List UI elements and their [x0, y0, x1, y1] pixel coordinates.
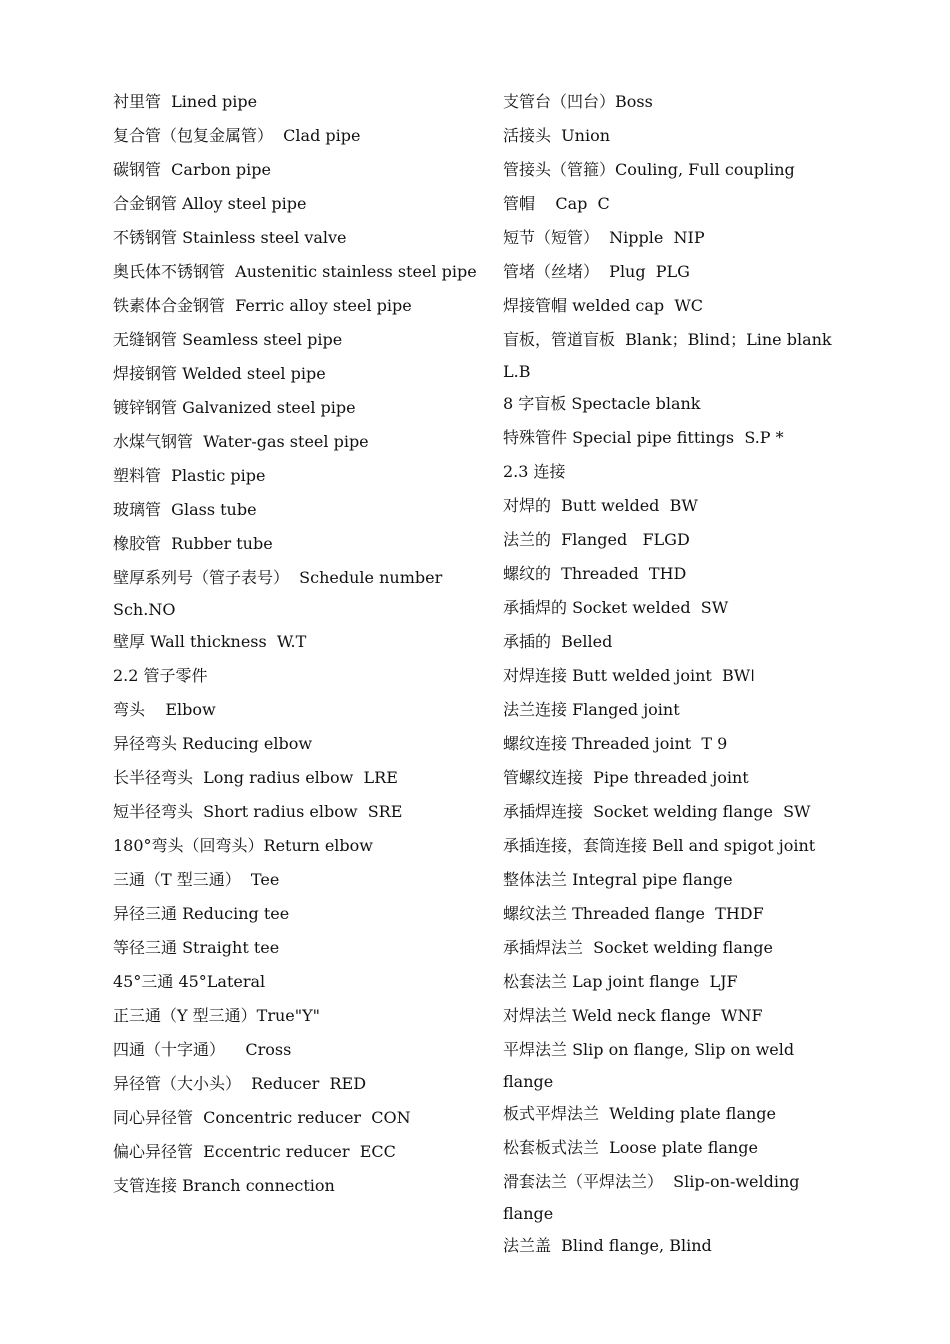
- term-entry: 管接头（管箍）Couling, Full coupling: [503, 160, 795, 179]
- term-entry: 衬里管 Lined pipe: [113, 92, 258, 111]
- left-column: [113, 86, 488, 1204]
- term-entry: 松套法兰 Lap joint flange LJF: [503, 972, 738, 991]
- term-entry: 复合管（包复金属管） Clad pipe: [113, 126, 361, 145]
- term-entry: 特殊管件 Special pipe fittings S.P *: [503, 428, 784, 447]
- term-entry: 玻璃管 Glass tube: [113, 500, 257, 519]
- term-entry: 松套板式法兰 Loose plate flange: [503, 1138, 758, 1157]
- term-entry: 承插的 Belled: [503, 632, 613, 651]
- term-entry: 合金钢管 Alloy steel pipe: [113, 194, 307, 213]
- term-entry: 整体法兰 Integral pipe flange: [503, 870, 733, 889]
- term-entry: 法兰盖 Blind flange, Blind: [503, 1236, 712, 1255]
- right-column: [503, 86, 843, 1264]
- term-entry: 支管连接 Branch connection: [113, 1176, 335, 1195]
- term-entry: 异径管（大小头） Reducer RED: [113, 1074, 367, 1093]
- term-entry: 管螺纹连接 Pipe threaded joint: [503, 768, 749, 787]
- term-entry: 法兰的 Flanged FLGD: [503, 530, 690, 549]
- term-entry: 三通（T 型三通） Tee: [113, 870, 280, 889]
- term-entry: 8 字盲板 Spectacle blank: [503, 394, 701, 413]
- term-entry: 螺纹法兰 Threaded flange THDF: [503, 904, 764, 923]
- term-entry: 承插连接，套筒连接 Bell and spigot joint: [503, 836, 816, 855]
- term-entry: 滑套法兰（平焊法兰） Slip-on-welding flange: [503, 1172, 805, 1223]
- term-entry: 对焊连接 Butt welded joint BWǀ: [503, 666, 755, 685]
- term-entry: 偏心异径管 Eccentric reducer ECC: [113, 1142, 396, 1161]
- term-entry: 镀锌钢管 Galvanized steel pipe: [113, 398, 356, 417]
- term-entry: 平焊法兰 Slip on flange, Slip on weld flange: [503, 1040, 800, 1091]
- term-entry: 四通（十字通） Cross: [113, 1040, 292, 1059]
- term-entry: 短节（短管） Nipple NIP: [503, 228, 705, 247]
- term-entry: 管堵（丝堵） Plug PLG: [503, 262, 690, 281]
- term-entry: 长半径弯头 Long radius elbow LRE: [113, 768, 398, 787]
- term-entry: 承插焊法兰 Socket welding flange: [503, 938, 773, 957]
- term-entry: 铁素体合金钢管 Ferric alloy steel pipe: [113, 296, 412, 315]
- term-entry: 异径三通 Reducing tee: [113, 904, 290, 923]
- term-entry: 同心异径管 Concentric reducer CON: [113, 1108, 411, 1127]
- section-heading: 2.2 管子零件: [113, 666, 208, 685]
- term-entry: 焊接管帽 welded cap WC: [503, 296, 704, 315]
- term-entry: 异径弯头 Reducing elbow: [113, 734, 313, 753]
- term-entry: 螺纹的 Threaded THD: [503, 564, 687, 583]
- term-entry: 管帽 Cap C: [503, 194, 610, 213]
- term-entry: 支管台（凹台）Boss: [503, 92, 653, 111]
- term-entry: 水煤气钢管 Water-gas steel pipe: [113, 432, 369, 451]
- term-entry: 壁厚系列号（管子表号） Schedule number Sch.NO: [113, 568, 448, 619]
- term-entry: 螺纹连接 Threaded joint T 9: [503, 734, 728, 753]
- term-entry: 弯头 Elbow: [113, 700, 216, 719]
- term-entry: 无缝钢管 Seamless steel pipe: [113, 330, 343, 349]
- term-entry: 短半径弯头 Short radius elbow SRE: [113, 802, 403, 821]
- term-entry: 不锈钢管 Stainless steel valve: [113, 228, 347, 247]
- term-entry: 壁厚 Wall thickness W.T: [113, 632, 307, 651]
- term-entry: 焊接钢管 Welded steel pipe: [113, 364, 326, 383]
- term-entry: 等径三通 Straight tee: [113, 938, 280, 957]
- term-entry: 塑料管 Plastic pipe: [113, 466, 266, 485]
- term-entry: 正三通（Y 型三通）True"Y": [113, 1006, 321, 1025]
- term-entry: 法兰连接 Flanged joint: [503, 700, 680, 719]
- term-entry: 承插焊连接 Socket welding flange SW: [503, 802, 811, 821]
- term-entry: 板式平焊法兰 Welding plate flange: [503, 1104, 777, 1123]
- term-entry: 180°弯头（回弯头）Return elbow: [113, 836, 373, 855]
- term-entry: 活接头 Union: [503, 126, 611, 145]
- term-entry: 橡胶管 Rubber tube: [113, 534, 273, 553]
- term-entry: 承插焊的 Socket welded SW: [503, 598, 729, 617]
- term-entry: 45°三通 45°Lateral: [113, 972, 266, 991]
- term-entry: 碳钢管 Carbon pipe: [113, 160, 271, 179]
- term-entry: 奥氏体不锈钢管 Austenitic stainless steel pipe: [113, 262, 477, 281]
- term-entry: 对焊法兰 Weld neck flange WNF: [503, 1006, 763, 1025]
- term-entry: 对焊的 Butt welded BW: [503, 496, 698, 515]
- section-heading: 2.3 连接: [503, 462, 566, 481]
- term-entry: 盲板，管道盲板 Blank；Blind；Line blank L.B: [503, 330, 837, 381]
